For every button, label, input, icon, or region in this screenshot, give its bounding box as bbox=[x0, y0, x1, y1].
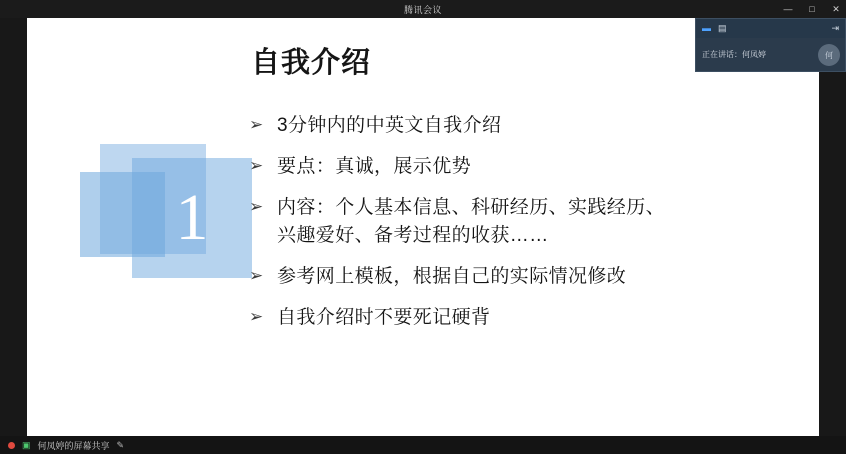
stage-left-letterbox bbox=[0, 36, 27, 454]
list-item bbox=[249, 194, 794, 250]
slide-number-badge: 1 bbox=[175, 181, 209, 254]
bullet-text: 要点：真诚，展示优势 bbox=[277, 156, 472, 177]
window-controls bbox=[782, 0, 842, 18]
list-item bbox=[249, 263, 794, 291]
meeting-panel-toolbar-right bbox=[831, 24, 839, 33]
meeting-panel-body bbox=[696, 38, 845, 72]
window-title-bar bbox=[0, 0, 846, 18]
bullet-text: 自我介绍时不要死记硬背 bbox=[277, 307, 491, 328]
minimize-button[interactable]: — bbox=[783, 3, 793, 14]
bullet-arrow-icon: ➢ bbox=[249, 115, 264, 134]
screen-share-icon: ▣ bbox=[22, 439, 31, 450]
bullet-text: 内容：个人基本信息、科研经历、实践经历、 bbox=[277, 197, 666, 218]
slide-title: 自我介绍 bbox=[251, 47, 372, 79]
list-item bbox=[249, 153, 794, 181]
bullet-arrow-icon: ➢ bbox=[249, 307, 264, 326]
active-speaker-label: 正在讲话：何凤婷 bbox=[702, 50, 766, 59]
slide-bullet-list bbox=[249, 112, 794, 345]
stage-right-letterbox bbox=[819, 36, 846, 454]
pencil-icon[interactable]: ✎ bbox=[116, 439, 125, 450]
grid-layout-icon[interactable]: ▤ bbox=[718, 23, 727, 33]
bullet-text: 参考网上模板，根据自己的实际情况修改 bbox=[277, 266, 627, 287]
expand-icon[interactable]: ⇥ bbox=[831, 23, 839, 33]
bullet-text-continuation: 兴趣爱好、备考过程的收获…… bbox=[277, 225, 549, 246]
recording-indicator-icon bbox=[8, 442, 15, 449]
list-item bbox=[249, 304, 794, 332]
screen-share-status-bar bbox=[0, 436, 846, 454]
bullet-arrow-icon: ➢ bbox=[249, 197, 264, 216]
window-title: 腾讯会议 bbox=[403, 4, 442, 15]
presentation-slide bbox=[27, 18, 819, 436]
floating-meeting-panel[interactable] bbox=[695, 18, 846, 72]
bullet-arrow-icon: ➢ bbox=[249, 266, 264, 285]
video-camera-icon[interactable]: ▬ bbox=[702, 23, 711, 33]
avatar: 何 bbox=[818, 44, 840, 66]
close-button[interactable]: ✕ bbox=[832, 3, 840, 14]
list-item bbox=[249, 112, 794, 140]
maximize-button[interactable]: □ bbox=[809, 3, 815, 14]
decorative-squares bbox=[54, 144, 254, 304]
meeting-panel-toolbar bbox=[696, 19, 845, 38]
screen-share-status-text: 何凤婷的屏幕共享 bbox=[37, 440, 110, 451]
shared-screen-stage bbox=[0, 18, 846, 436]
bullet-arrow-icon: ➢ bbox=[249, 156, 264, 175]
bullet-text: 3分钟内的中英文自我介绍 bbox=[277, 115, 502, 136]
bullet-text-group bbox=[277, 194, 665, 250]
